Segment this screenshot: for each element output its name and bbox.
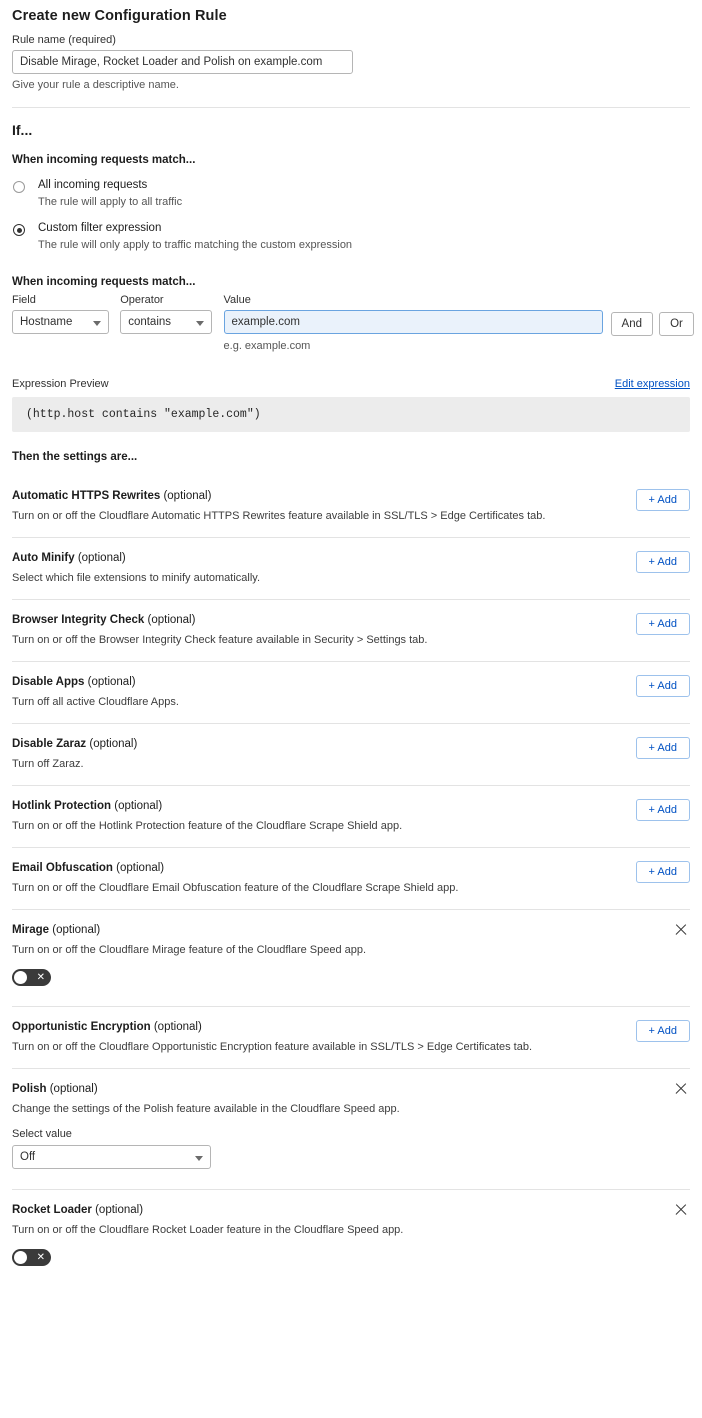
remove-setting-icon[interactable] — [672, 921, 690, 939]
setting-disable-zaraz — [12, 723, 690, 785]
value-column — [224, 294, 603, 352]
setting-title: Hotlink Protection (optional) — [12, 800, 163, 812]
setting-automatic-https-rewrites — [12, 476, 690, 537]
setting-title: Mirage (optional) — [12, 924, 101, 936]
setting-disable-apps — [12, 661, 690, 723]
setting-mirage — [12, 909, 690, 1006]
toggle-off-icon: ✕ — [36, 1252, 45, 1263]
setting-opportunistic-encryption — [12, 1006, 690, 1068]
operator-select[interactable] — [120, 310, 211, 334]
setting-title: Polish (optional) — [12, 1083, 98, 1095]
radio-label-all: All incoming requests — [38, 179, 148, 191]
match-subhead: When incoming requests match... — [12, 154, 196, 166]
setting-rocket-loader — [12, 1189, 690, 1286]
setting-title: Disable Apps (optional) — [12, 676, 136, 688]
setting-description: Turn on or off the Cloudflare Rocket Loader feature in the Cloudflare Speed app. — [12, 1224, 404, 1236]
radio-label-custom: Custom filter expression — [38, 222, 162, 234]
setting-description: Turn off all active Cloudflare Apps. — [12, 696, 179, 708]
add-button[interactable]: + Add — [636, 799, 690, 821]
value-label: Value — [223, 294, 251, 306]
field-select[interactable] — [12, 310, 109, 334]
setting-title: Email Obfuscation (optional) — [12, 862, 165, 874]
radio-icon-custom[interactable] — [13, 224, 25, 236]
add-button[interactable]: + Add — [636, 861, 690, 883]
setting-description: Turn on or off the Hotlink Protection feature of the Cloudflare Scrape Shield app. — [12, 820, 403, 832]
operator-column — [120, 294, 211, 334]
radio-custom-filter-expression[interactable] — [12, 221, 694, 252]
setting-description: Turn on or off the Cloudflare Opportunistic Encryption feature available in SSL/TLS > Edge Certificates tab. — [12, 1041, 533, 1053]
expression-preview-label: Expression Preview — [12, 378, 109, 390]
rule-name-helper: Give your rule a descriptive name. — [12, 79, 179, 91]
or-button[interactable]: Or — [659, 312, 694, 336]
setting-polish — [12, 1068, 690, 1189]
field-select-value: Hostname — [20, 316, 73, 328]
toggle-knob — [14, 971, 27, 984]
rule-name-group — [8, 34, 694, 91]
field-label: Field — [12, 294, 36, 306]
setting-title: Browser Integrity Check (optional) — [12, 614, 196, 626]
expression-preview-section — [8, 378, 694, 432]
setting-description: Turn on or off the Cloudflare Automatic HTTPS Rewrites feature available in SSL/TLS > Edge Certificates tab. — [12, 510, 546, 522]
toggle-off-icon: ✕ — [36, 972, 45, 983]
setting-description: Turn on or off the Browser Integrity Check feature available in Security > Settings tab. — [12, 634, 428, 646]
setting-title: Disable Zaraz (optional) — [12, 738, 138, 750]
setting-hotlink-protection — [12, 785, 690, 847]
setting-description: Turn off Zaraz. — [12, 758, 84, 770]
value-hint: e.g. example.com — [223, 340, 311, 352]
rule-name-input[interactable] — [12, 50, 353, 74]
operator-select-value: contains — [128, 316, 172, 328]
rocket-loader-toggle[interactable] — [12, 1249, 51, 1266]
setting-title: Opportunistic Encryption (optional) — [12, 1021, 202, 1033]
and-button[interactable]: And — [611, 312, 653, 336]
rule-name-label: Rule name (required) — [12, 34, 116, 46]
divider-top — [12, 107, 690, 108]
expression-preview-box: (http.host contains "example.com") — [12, 397, 690, 432]
remove-setting-icon[interactable] — [672, 1080, 690, 1098]
add-button[interactable]: + Add — [636, 675, 690, 697]
add-button[interactable]: + Add — [636, 737, 690, 759]
then-heading: Then the settings are... — [12, 451, 138, 463]
edit-expression-link[interactable]: Edit expression — [614, 378, 690, 390]
setting-title: Automatic HTTPS Rewrites (optional) — [12, 490, 212, 502]
add-button[interactable]: + Add — [636, 489, 690, 511]
mirage-toggle[interactable] — [12, 969, 51, 986]
radio-sub-all: The rule will apply to all traffic — [38, 196, 183, 208]
setting-description: Select which file extensions to minify automatically. — [12, 572, 261, 584]
setting-browser-integrity-check — [12, 599, 690, 661]
if-heading: If... — [12, 122, 33, 138]
filter-subhead: When incoming requests match... — [12, 276, 196, 288]
add-button[interactable]: + Add — [636, 1020, 690, 1042]
filter-builder-row — [12, 294, 694, 352]
operator-label: Operator — [120, 294, 164, 306]
add-button[interactable]: + Add — [636, 613, 690, 635]
setting-title: Rocket Loader (optional) — [12, 1204, 144, 1216]
setting-description: Turn on or off the Cloudflare Mirage feature of the Cloudflare Speed app. — [12, 944, 367, 956]
page-title: Create new Configuration Rule — [12, 8, 227, 24]
setting-email-obfuscation — [12, 847, 690, 909]
add-button[interactable]: + Add — [636, 551, 690, 573]
setting-description: Turn on or off the Cloudflare Email Obfuscation feature of the Cloudflare Scrape Shield app. — [12, 882, 459, 894]
radio-all-incoming-requests[interactable] — [12, 178, 694, 209]
logic-buttons — [611, 312, 694, 336]
polish-select-value: Off — [20, 1151, 36, 1163]
field-column — [12, 294, 109, 334]
setting-description: Change the settings of the Polish feature available in the Cloudflare Speed app. — [12, 1103, 400, 1115]
radio-sub-custom: The rule will only apply to traffic matching the custom expression — [38, 239, 353, 251]
radio-icon-all[interactable] — [13, 181, 25, 193]
remove-setting-icon[interactable] — [672, 1201, 690, 1219]
polish-select[interactable] — [12, 1145, 211, 1169]
setting-auto-minify — [12, 537, 690, 599]
polish-select-label: Select value — [12, 1128, 72, 1140]
toggle-knob — [14, 1251, 27, 1264]
setting-title: Auto Minify (optional) — [12, 552, 126, 564]
value-input[interactable] — [224, 310, 603, 334]
settings-list — [8, 476, 694, 1286]
